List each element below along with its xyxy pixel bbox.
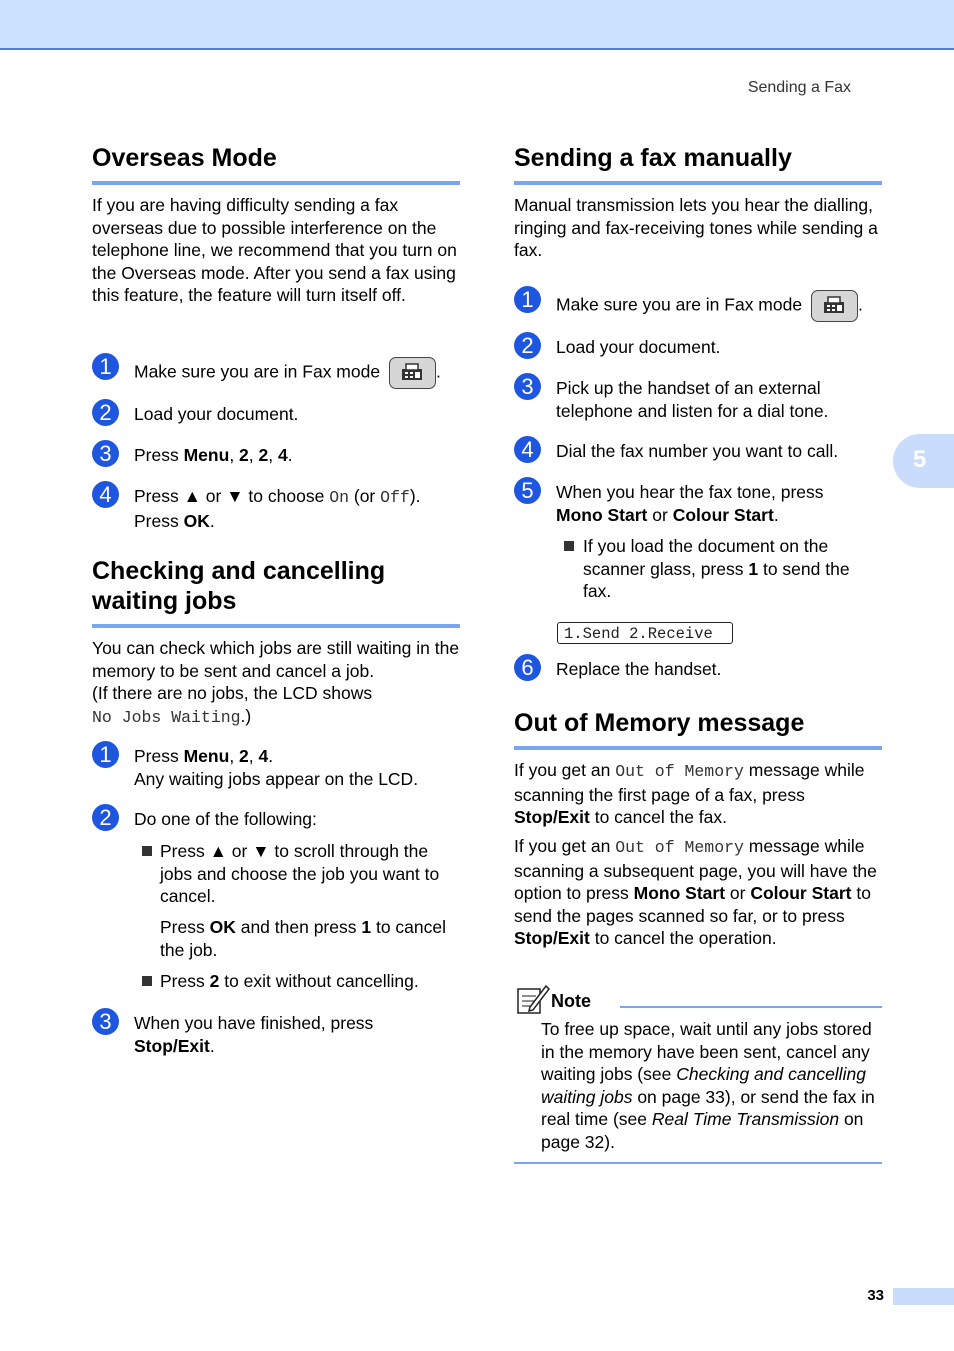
colour-start-key-label: Colour Start	[672, 504, 774, 525]
step-text: or	[647, 504, 673, 525]
bullet-square-icon	[142, 976, 152, 986]
lcd-text-out-of-memory: Out of Memory	[615, 762, 744, 781]
manual-step-2: Load your document.	[556, 337, 721, 357]
overseas-step-3: Press Menu, 2, 2, 4.	[134, 445, 293, 465]
note-body: on page 33), or send the fax in real time (see	[541, 1086, 875, 1129]
lcd-text-off: Off	[380, 488, 410, 507]
step-number: 6	[514, 654, 541, 681]
cross-reference-link[interactable]: Real Time Transmission	[651, 1109, 840, 1129]
checking-intro: You can check which jobs are still waiting in the memory to be sent and cancel a job. (If there are no jobs, the LCD shows No Jobs Waiting.)	[92, 638, 460, 727]
stop-exit-key-label: Stop/Exit	[514, 807, 590, 827]
menu-key-label: Menu	[183, 445, 230, 465]
memory-para-1	[514, 759, 882, 829]
cancel-job-instruction	[160, 916, 462, 961]
out-of-memory-heading: Out of Memory message	[514, 708, 882, 750]
manual-step-3: Pick up the handset of an external telephone and listen for a dial tone.	[556, 378, 829, 421]
ok-key-label: OK	[209, 917, 236, 937]
key-label: 1	[361, 917, 372, 937]
up-arrow-icon: ▲	[209, 841, 227, 861]
mono-start-key-label: Mono Start	[556, 504, 648, 525]
step-number: 4	[92, 481, 119, 508]
manual-step-4: Dial the fax number you want to call.	[556, 441, 839, 461]
para-text: to cancel the fax.	[589, 807, 728, 827]
page-number-bar	[893, 1288, 954, 1305]
manual-step-1: Make sure you are in Fax mode .	[556, 290, 863, 322]
bullet-square-icon	[142, 846, 152, 856]
down-arrow-icon: ▼	[226, 486, 244, 506]
lcd-text-no-jobs: No Jobs Waiting	[92, 707, 241, 727]
lcd-text-on: On	[329, 488, 349, 507]
step-text: Press	[134, 510, 184, 531]
bullet-text: Press	[160, 841, 210, 861]
bullet-scroll-jobs	[160, 840, 462, 908]
overseas-mode-heading: Overseas Mode	[92, 143, 460, 185]
step-text: or	[200, 486, 227, 506]
bullet-text: Press	[160, 971, 210, 991]
step-number: 3	[92, 440, 119, 467]
bullet-square-icon	[564, 541, 574, 551]
heading-line: waiting jobs	[92, 587, 237, 615]
step-number: 2	[92, 804, 119, 831]
step-number: 1	[514, 286, 541, 313]
checking-step-3: When you have finished, press Stop/Exit.	[134, 1013, 374, 1056]
bullet-scanner-glass	[583, 535, 873, 603]
bullet-text: If you load the document on the scanner glass, press	[583, 536, 829, 579]
note-label: Note	[551, 991, 591, 1011]
key-label: 4	[258, 746, 269, 766]
heading-line: Checking and cancelling	[92, 557, 386, 585]
chapter-number: 5	[913, 446, 927, 473]
intro-text: You can check which jobs are still waiting in the memory to be sent and cancel a job.	[92, 638, 460, 681]
page-number: 33	[867, 1287, 884, 1304]
step-text: When you have finished, press	[134, 1013, 374, 1033]
key-label: 2	[239, 445, 249, 465]
para-text: to cancel the job.	[160, 917, 446, 960]
stop-exit-key-label: Stop/Exit	[134, 1035, 210, 1056]
sending-manually-heading: Sending a fax manually	[514, 143, 882, 185]
note-pencil-icon	[516, 983, 550, 1021]
cross-reference-link[interactable]: Checking and cancelling waiting jobs	[541, 1064, 866, 1107]
running-header: Sending a Fax	[747, 79, 851, 96]
menu-key-label: Menu	[183, 746, 230, 766]
para-text: If you get an	[514, 836, 616, 856]
para-text: to send the pages scanned so far, or to press	[514, 883, 871, 926]
step-text: When you hear the fax tone, press	[556, 482, 824, 502]
step-text: Make sure you are in Fax mode	[134, 361, 381, 382]
key-label: 4	[277, 445, 288, 465]
manual-intro: Manual transmission lets you hear the dialling, ringing and fax-receiving tones while sending a fax.	[514, 195, 878, 260]
para-text: to cancel the operation.	[589, 928, 777, 948]
step-text: Press	[134, 486, 184, 506]
intro-text: (If there are no jobs, the LCD shows	[92, 683, 373, 703]
overseas-step-1: Make sure you are in Fax mode .	[134, 357, 441, 389]
stop-exit-key-label: Stop/Exit	[514, 928, 590, 948]
para-text: If you get an	[514, 760, 616, 780]
fax-mode-key-icon	[389, 357, 436, 389]
overseas-intro: If you are having difficulty sending a fax overseas due to possible interference on the telephone line, we recommend that you turn on the Overseas mode. After you send a fax using this feature, the feature will turn itself off.	[92, 195, 457, 305]
key-label: 2	[239, 746, 249, 766]
checking-cancelling-heading	[92, 556, 460, 628]
checking-step-1: Press Menu, 2, 4. Any waiting jobs appear on the LCD.	[134, 746, 419, 789]
step-number: 1	[92, 741, 119, 768]
step-text: Press	[134, 746, 184, 766]
overseas-step-4: Press ▲ or ▼ to choose On (or Off). Press OK.	[134, 486, 421, 531]
checking-step-2: Do one of the following:	[134, 809, 317, 829]
key-label: 2	[258, 445, 269, 465]
step-text: Any waiting jobs appear on the LCD.	[134, 768, 419, 789]
overseas-step-2: Load your document.	[134, 404, 299, 424]
step-text: (or	[349, 486, 381, 506]
para-text: message while scanning the first page of a fax, press	[514, 760, 865, 805]
note-top-rule	[620, 1006, 882, 1008]
step-text: ).	[409, 486, 421, 506]
bullet-text: to exit without cancelling.	[219, 971, 419, 991]
key-label: 1	[748, 558, 759, 579]
step-number: 1	[92, 353, 119, 380]
bullet-text: to scroll through the jobs and choose the job you want to cancel.	[160, 841, 440, 906]
bullet-text: or	[226, 841, 253, 861]
para-text: message while scanning a subsequent page, you will have the option to press	[514, 836, 877, 903]
memory-para-2	[514, 835, 882, 950]
step-text: Make sure you are in Fax mode	[556, 294, 803, 315]
para-text: or	[725, 883, 751, 903]
colour-start-key-label: Colour Start	[750, 883, 852, 903]
lcd-text-out-of-memory: Out of Memory	[615, 838, 744, 857]
up-arrow-icon: ▲	[183, 486, 201, 506]
step-number: 3	[92, 1008, 119, 1035]
step-number: 5	[514, 477, 541, 504]
bullet-exit	[160, 970, 419, 993]
step-number: 2	[514, 332, 541, 359]
bullet-text: to send the fax.	[583, 558, 850, 601]
down-arrow-icon: ▼	[252, 841, 270, 861]
step-text: Press	[134, 445, 184, 465]
fax-mode-key-icon	[811, 290, 858, 322]
manual-step-5: When you hear the fax tone, press Mono Start or Colour Start.	[556, 482, 824, 525]
step-number: 3	[514, 373, 541, 400]
lcd-display: 1.Send 2.Receive	[557, 622, 733, 644]
key-label: 2	[209, 971, 220, 991]
top-banner	[0, 0, 954, 50]
manual-step-6: Replace the handset.	[556, 659, 722, 679]
ok-key-label: OK	[183, 510, 210, 531]
para-text: and then press	[235, 917, 362, 937]
step-number: 2	[92, 399, 119, 426]
note-bottom-rule	[514, 1162, 882, 1164]
chapter-tab	[893, 434, 954, 488]
mono-start-key-label: Mono Start	[633, 883, 726, 903]
note-text	[541, 1018, 886, 1153]
step-number: 4	[514, 436, 541, 463]
para-text: Press	[160, 917, 210, 937]
note-body: on page 32).	[541, 1109, 864, 1152]
note-body: To free up space, wait until any jobs stored in the memory have been sent, cancel any waiting jobs (see	[541, 1019, 872, 1084]
step-text: to choose	[243, 486, 330, 506]
